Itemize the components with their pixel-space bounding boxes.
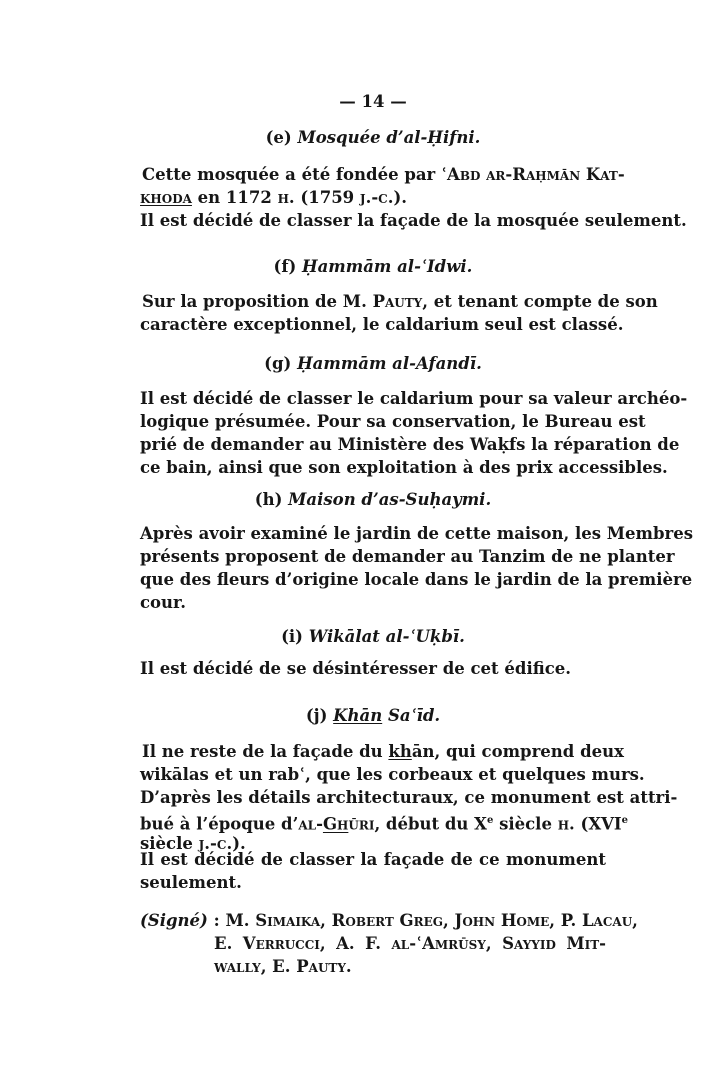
section-h-line2: présents proposent de demander au Tanzim de ne planter [140,547,675,566]
section-e-title: Mosquée d’al-Ḥifni. [297,128,481,147]
section-f-line1: Sur la proposition de M. Pauty, et tenant compte de son [142,292,658,311]
section-h-line3: que des fleurs d’origine locale dans le jardin de la première [140,570,693,589]
section-f-title: Ḥammām al-ʿIdwi. [302,257,473,276]
section-g-line3: prié de demander au Ministère des Waḳfs la réparation de [140,435,680,454]
section-j-line7: seulement. [140,873,242,892]
section-e-heading [140,126,606,149]
page-number: — 14 — [339,92,407,111]
section-g-line4: ce bain, ainsi que son exploitation à des prix accessibles. [140,458,668,477]
section-j-line2: wikālas et un rabʿ, que les corbeaux et quelques murs. [140,765,645,784]
section-e-para1-line1: Cette mosquée a été fondée par ʿAbd ar-Raḥmān Kat- [142,165,625,184]
section-h-line4: cour. [140,593,186,612]
section-g-line1: Il est décidé de classer le caldarium pour sa valeur archéo- [140,389,688,408]
section-j-line3: D’après les détails architecturaux, ce monument est attri- [140,788,678,807]
section-e-para1-line2: khoda en 1172 h. (1759 j.-c.). [140,188,408,207]
section-i-line1: Il est décidé de se désintéresser de cet édifice. [140,659,572,678]
section-j-heading [140,704,606,727]
section-f-label: (f) [273,257,297,276]
signature-line2: E. Verrucci, A. F. al-ʿAmrūsy, Sayyid Mit- [214,934,606,953]
signature-line1: (Signé) : M. Simaika, Robert Greg, John Home, P. Lacau, [140,911,638,930]
section-j-line4: bué à l’époque d’al-Ghūri, début du Xe siècle h. (XVIe [140,814,629,834]
section-h-title: Maison d’as-Suḥaymi. [288,490,492,509]
section-j-title-ul: Khān [333,706,383,725]
section-h-heading [140,488,606,511]
section-j-line6: Il est décidé de classer la façade de ce monument [140,850,606,869]
section-f-heading [140,255,606,278]
section-h-label: (h) [254,490,283,509]
section-i-label: (i) [281,627,303,646]
section-i-title: Wikālat al-ʿUḳbī. [308,627,465,646]
signature-label: (Signé) [140,911,208,930]
section-f-line2: caractère exceptionnel, le caldarium seul est classé. [140,315,624,334]
section-j-line1: Il ne reste de la façade du khān, qui comprend deux [142,742,624,761]
section-h-line1: Après avoir examiné le jardin de cette maison, les Membres [140,524,693,543]
signature-line3: wally, E. Pauty. [214,957,352,976]
section-g-label: (g) [264,354,292,373]
signatories: M. Simaika, Robert Greg, John Home, P. Lacau, [225,911,638,930]
section-i-heading [140,625,606,648]
section-j-title: Saʿīd. [382,706,441,725]
section-g-title: Ḥammām al-Afandī. [297,354,482,373]
section-e-label: (e) [265,128,292,147]
section-g-line2: logique présumée. Pour sa conservation, le Bureau est [140,412,646,431]
person-name: ʿAbd ar-Raḥmān Kat- [440,165,625,184]
section-j-label: (j) [305,706,328,725]
section-g-heading [140,352,606,375]
section-e-para2: Il est décidé de classer la façade de la mosquée seulement. [140,211,687,230]
section-j-line5: siècle j.-c.). [140,834,246,853]
person-name-cont: khoda [140,188,192,207]
